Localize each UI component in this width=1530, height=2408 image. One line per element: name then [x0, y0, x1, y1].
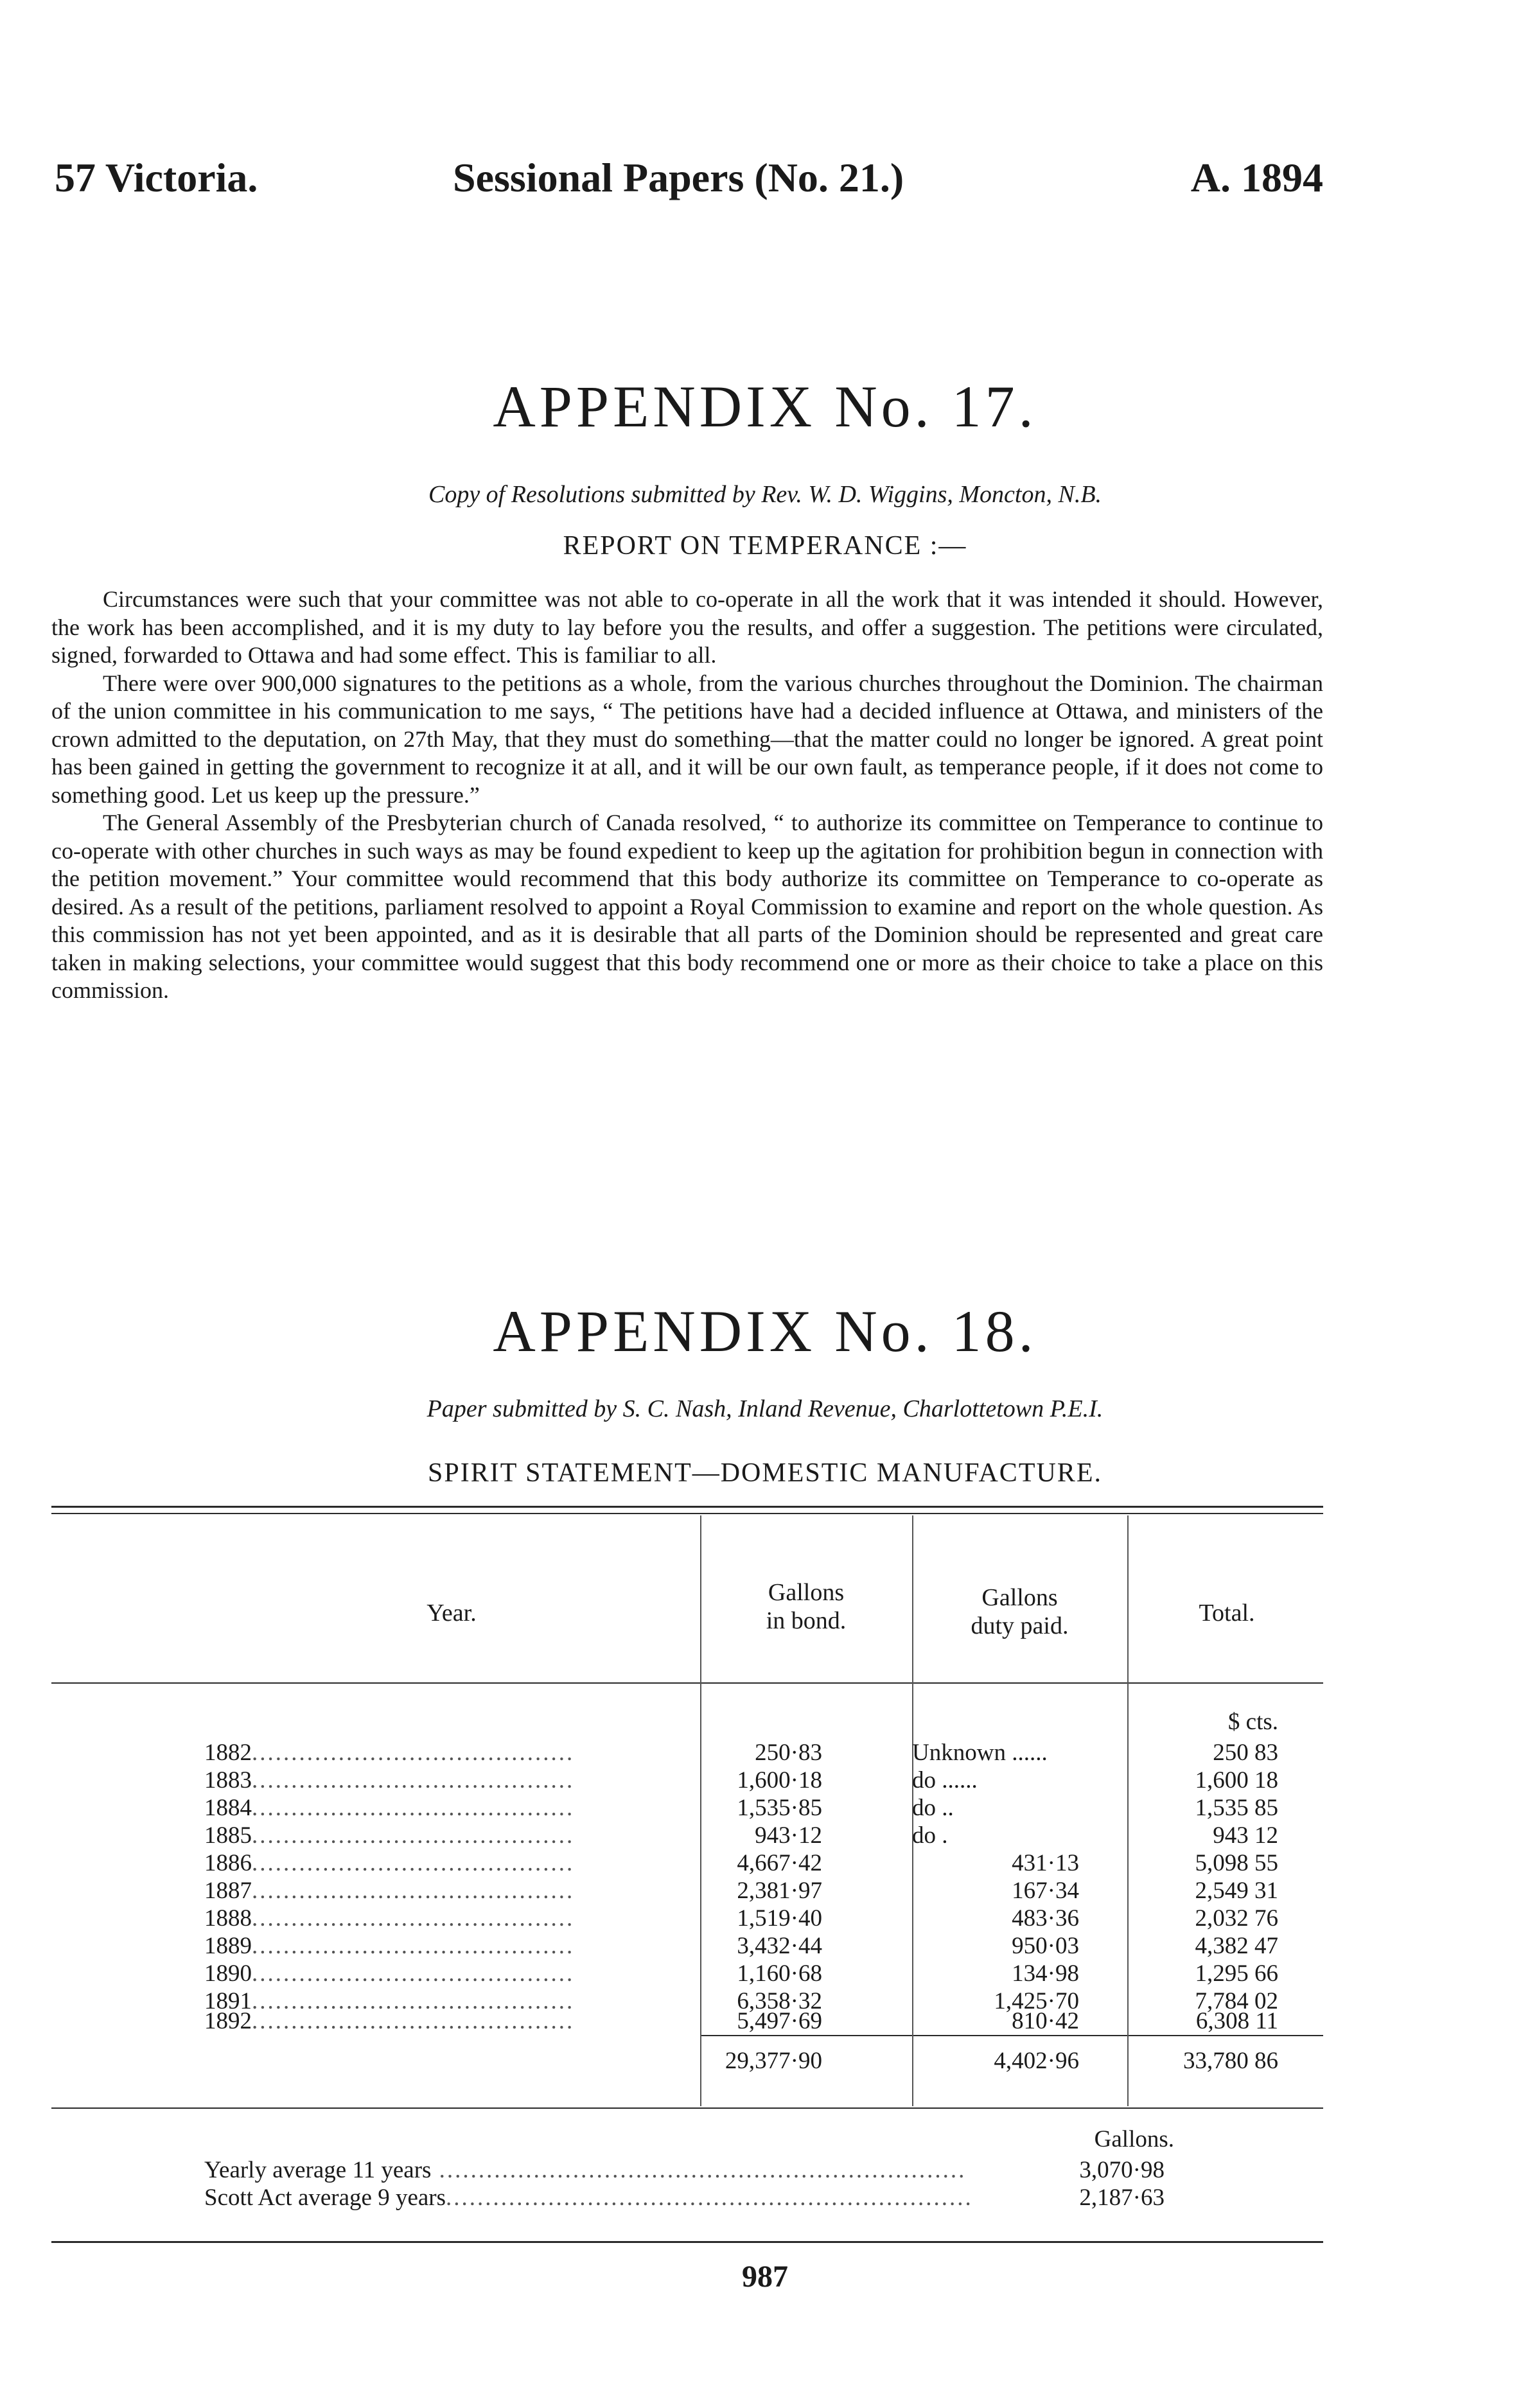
dot-leader: ......................................... [252, 2008, 575, 2034]
year: 1890 [204, 1960, 252, 1987]
total: 1,600 18 [1195, 1767, 1278, 1793]
gallons-duty-paid: 950·03 [1012, 1933, 1079, 1959]
average-label: Scott Act average 9 years [204, 2185, 446, 2211]
dot-leader: ......................................... [252, 1822, 575, 1849]
total: 1,535 85 [1195, 1795, 1278, 1821]
table-row [0, 1905, 1530, 1932]
dot-leader: ......................................... [252, 1767, 575, 1793]
header-sessional-papers: Sessional Papers (No. 21.) [453, 155, 904, 200]
dot-leader: ......................................... [252, 1960, 575, 1987]
table-row [0, 1794, 1530, 1822]
grand-total: 33,780 86 [1183, 2048, 1278, 2074]
column-header-year: Year. [426, 1600, 477, 1627]
year: 1882 [204, 1740, 252, 1766]
gallons-in-bond: 1,535·85 [737, 1795, 822, 1821]
table-totals-row [0, 2047, 1530, 2075]
table-row [0, 1932, 1530, 1960]
dot-leader: ......................................... [252, 1795, 575, 1821]
appendix-18-section-heading: SPIRIT STATEMENT—DOMESTIC MANUFACTURE. [428, 1458, 1102, 1488]
dot-leader: ......................................... [252, 1988, 575, 2014]
page-number: 987 [742, 2260, 788, 2294]
year: 1886 [204, 1850, 252, 1876]
table-row [0, 1822, 1530, 1849]
table-row [0, 2007, 1530, 2035]
average-label: Yearly average 11 years [204, 2157, 432, 2183]
column-header-duty: Gallons duty paid. [971, 1584, 1069, 1639]
gallons-in-bond: 1,600·18 [737, 1767, 822, 1793]
year: 1891 [204, 1988, 252, 2014]
total: 250 83 [1213, 1740, 1278, 1766]
gallons-in-bond: 3,432·44 [737, 1933, 822, 1959]
table-top-rule-inner [51, 1513, 1323, 1514]
year: 1892 [204, 2008, 252, 2034]
total-gallons-in-bond: 29,377·90 [725, 2048, 822, 2074]
gallons-duty-paid: 1,425·70 [994, 1988, 1079, 2014]
page-bottom-rule [51, 2241, 1323, 2243]
column-header-total: Total. [1199, 1600, 1255, 1627]
gallons-in-bond: 4,667·42 [737, 1850, 822, 1876]
appendix-17-body [51, 586, 1323, 1005]
total-gallons-duty-paid: 4,402·96 [994, 2048, 1079, 2074]
dot-leader: ......................................... [252, 1850, 575, 1876]
total: 5,098 55 [1195, 1850, 1278, 1876]
averages-unit-row [204, 2125, 1187, 2153]
paragraph: Circumstances were such that your committee was not able to co-operate in all the work that it was intended it should. However, the work has been accomplished, and it is my duty to lay before you the results, and offer a suggestion. The petitions were circulated, signed, forwarded to Ottawa and had some effect. This is familiar to all. [51, 586, 1323, 668]
table-row [0, 1960, 1530, 1987]
table-sum-rule [700, 2035, 1323, 2036]
gallons-in-bond: 5,497·69 [737, 2008, 822, 2034]
gallons-duty-paid: Unknown ...... [912, 1740, 1048, 1766]
total: 2,032 76 [1195, 1905, 1278, 1932]
table-bottom-rule [51, 2107, 1323, 2109]
total: 1,295 66 [1195, 1960, 1278, 1987]
currency-unit: $ cts. [1227, 1709, 1278, 1735]
average-value: 2,187·63 [1079, 2185, 1165, 2211]
column-header-bond: Gallons in bond. [766, 1579, 847, 1634]
table-unit-row [0, 1708, 1530, 1736]
total: 2,549 31 [1195, 1878, 1278, 1904]
total: 7,784 02 [1195, 1988, 1278, 2014]
appendix-17-title: APPENDIX No. 17. [493, 374, 1037, 439]
average-row [204, 2156, 1187, 2184]
gallons-duty-paid: 431·13 [1012, 1850, 1079, 1876]
dot-leader: ................................................................... [446, 2185, 973, 2211]
table-top-rule [51, 1506, 1323, 1508]
gallons-duty-paid: do . [912, 1822, 948, 1849]
total: 943 12 [1213, 1822, 1278, 1849]
gallons-duty-paid: 134·98 [1012, 1960, 1079, 1987]
dot-leader: ......................................... [252, 1905, 575, 1932]
gallons-in-bond: 2,381·97 [737, 1878, 822, 1904]
table-header-rule [51, 1682, 1323, 1684]
header-session: 57 Victoria. [55, 155, 258, 200]
gallons-in-bond: 943·12 [755, 1822, 822, 1849]
table-row [0, 1767, 1530, 1794]
average-value: 3,070·98 [1079, 2157, 1165, 2183]
gallons-duty-paid: do ...... [912, 1767, 978, 1793]
year: 1885 [204, 1822, 252, 1849]
paragraph: There were over 900,000 signatures to the petitions as a whole, from the various churches throughout the Dominion. The chairman of the union committee in his communication to me says, “ The petitions have had a decided influence at Ottawa, and ministers of the crown admitted to the deputation, on 27th May, that they must do something—that the matter could no longer be ignored. A great point has been gained in getting the government to recognize it at all, and it will be our own fault, as temperance people, if it does not come to something good. Let us keep up the pressure.” [51, 670, 1323, 808]
gallons-duty-paid: 167·34 [1012, 1878, 1079, 1904]
gallons-in-bond: 250·83 [755, 1740, 822, 1766]
gallons-in-bond: 1,519·40 [737, 1905, 822, 1932]
dot-leader: ................................................................... [431, 2157, 967, 2183]
dot-leader: ......................................... [252, 1878, 575, 1904]
gallons-duty-paid: 483·36 [1012, 1905, 1079, 1932]
year: 1887 [204, 1878, 252, 1904]
averages-unit: Gallons. [1094, 2126, 1174, 2152]
gallons-duty-paid: do .. [912, 1795, 954, 1821]
year: 1888 [204, 1905, 252, 1932]
dot-leader: ......................................... [252, 1740, 575, 1766]
year: 1889 [204, 1933, 252, 1959]
appendix-17-section-heading: REPORT ON TEMPERANCE :— [563, 531, 967, 561]
average-row [204, 2184, 1187, 2212]
gallons-duty-paid: 810·42 [1012, 2008, 1079, 2034]
header-year: A. 1894 [1190, 155, 1323, 200]
year: 1884 [204, 1795, 252, 1821]
gallons-in-bond: 6,358·32 [737, 1988, 822, 2014]
appendix-18-subtitle: Paper submitted by S. C. Nash, Inland Revenue, Charlottetown P.E.I. [426, 1395, 1104, 1422]
table-row [0, 1877, 1530, 1905]
year: 1883 [204, 1767, 252, 1793]
appendix-17-subtitle: Copy of Resolutions submitted by Rev. W. D. Wiggins, Moncton, N.B. [428, 481, 1102, 508]
total: 4,382 47 [1195, 1933, 1278, 1959]
total: 6,308 11 [1195, 2008, 1278, 2034]
appendix-18-title: APPENDIX No. 18. [493, 1298, 1037, 1364]
page-header [55, 154, 1323, 205]
table-row [0, 1849, 1530, 1877]
paragraph: The General Assembly of the Presbyterian church of Canada resolved, “ to authorize its committee on Temperance to continue to co-operate with other churches in such ways as may be found expedient to keep up the agitation for prohibition begun in connection with the petition movement.” Your committee would recommend that this body authorize its committee on Temperance to co-operate as desired. As a result of the petitions, parliament resolved to appoint a Royal Commission to examine and report on the whole question. As this commission has not yet been appointed, and as it is desirable that all parts of the Dominion should be represented and great care taken in making selections, your committee would suggest that this body recommend one or more as their choice to take a place on this commission. [51, 810, 1323, 1003]
gallons-in-bond: 1,160·68 [737, 1960, 822, 1987]
table-row [0, 1739, 1530, 1767]
dot-leader: ......................................... [252, 1933, 575, 1959]
